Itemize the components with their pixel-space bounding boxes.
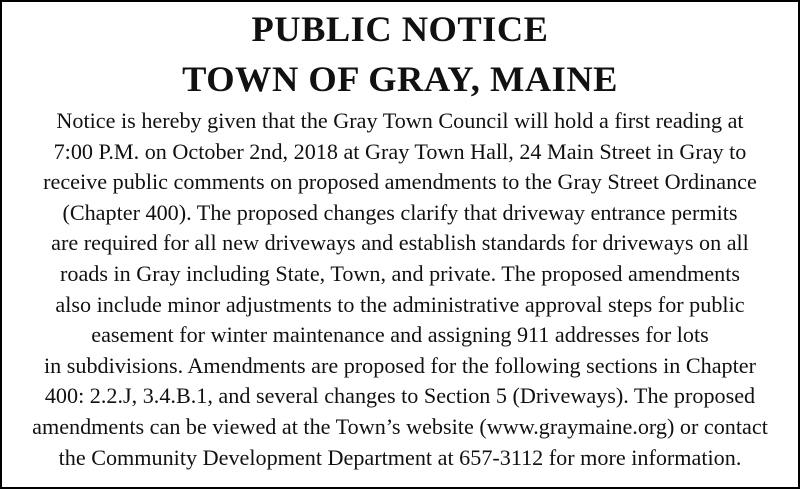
notice-body-line: roads in Gray including State, Town, and private. The proposed amendments: [59, 260, 741, 286]
notice-body-line: 400: 2.2.J, 3.4.B.1, and several changes to Section 5 (Driveways). The proposed: [44, 383, 756, 409]
notice-body-line: (Chapter 400). The proposed changes clarify that driveway entrance permits: [62, 199, 738, 225]
notice-body-line: 7:00 P.M. on October 2nd, 2018 at Gray Town Hall, 24 Main Street in Gray to: [53, 138, 747, 164]
notice-body-line: in subdivisions. Amendments are proposed for the following sections in Chapter: [44, 352, 756, 378]
notice-body: [2, 106, 798, 473]
notice-body-line: are required for all new driveways and establish standards for driveways on all: [51, 230, 749, 256]
notice-body-line: amendments can be viewed at the Town’s website (www.graymaine.org) or contact: [32, 413, 768, 439]
notice-body-line: receive public comments on proposed amendments to the Gray Street Ordinance: [43, 169, 757, 195]
notice-subtitle: TOWN OF GRAY, MAINE: [182, 59, 618, 99]
notice-body-line: also include minor adjustments to the administrative approval steps for public: [55, 291, 745, 317]
notice-title: PUBLIC NOTICE: [251, 9, 549, 49]
notice-body-line: easement for winter maintenance and assigning 911 addresses for lots: [91, 322, 709, 348]
notice-body-line: Notice is hereby given that the Gray Town Council will hold a first reading at: [56, 108, 744, 133]
notice-body-line: the Community Development Department at 657-3112 for more information.: [58, 444, 742, 470]
